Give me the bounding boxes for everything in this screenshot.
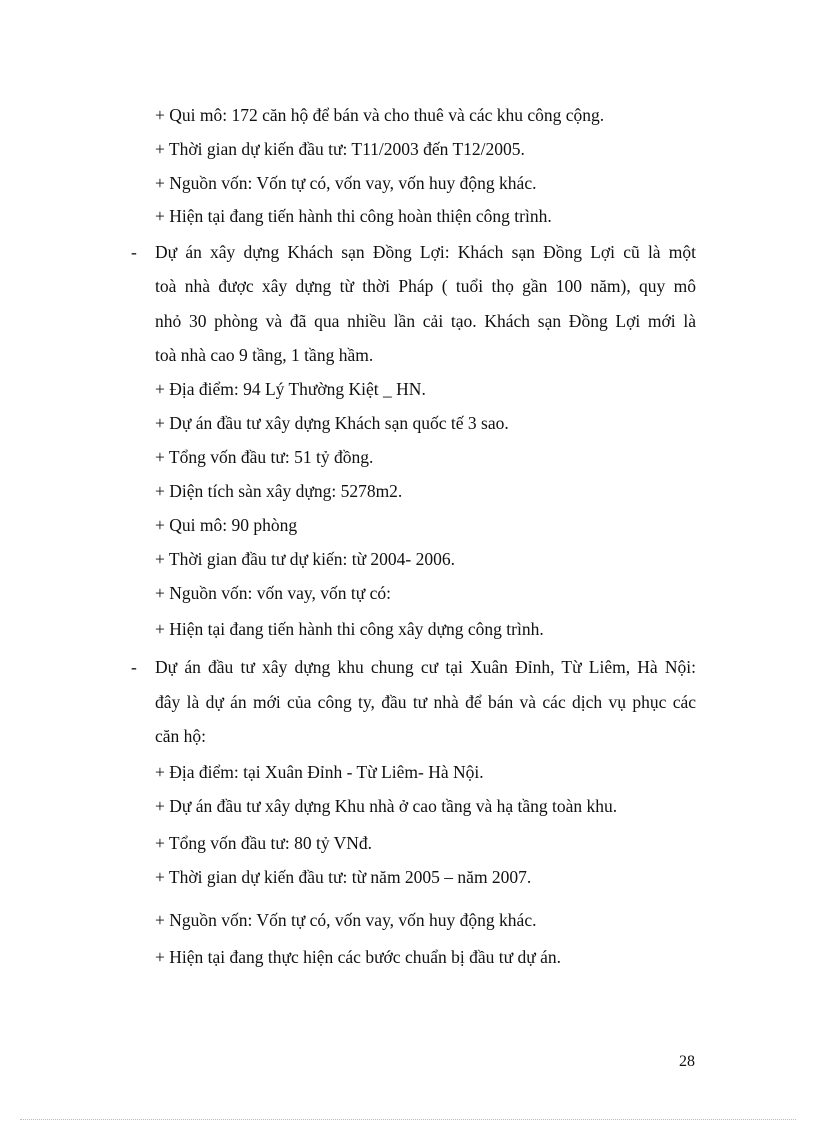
list-item: + Tổng vốn đầu tư: 80 tỷ VNđ. (155, 833, 373, 853)
list-item: + Hiện tại đang tiến hành thi công hoàn thiện công trình. (155, 206, 552, 226)
list-item: + Thời gian dự kiến đầu tư: T11/2003 đến T12/2005. (155, 139, 525, 159)
list-item: + Hiện tại đang thực hiện các bước chuẩn bị đầu tư dự án. (155, 947, 561, 967)
page-number: 28 (679, 1053, 695, 1070)
paragraph-line: Dự án xây dựng Khách sạn Đồng Lợi: Khách sạn Đồng Lợi cũ là một (155, 242, 696, 262)
bullet-dash: - (131, 242, 137, 262)
paragraph-line: nhỏ 30 phòng và đã qua nhiều lần cải tạo. Khách sạn Đồng Lợi mới là (155, 311, 696, 331)
list-item: + Địa điểm: 94 Lý Thường Kiệt _ HN. (155, 379, 426, 399)
paragraph-line: toà nhà được xây dựng từ thời Pháp ( tuổi thọ gần 100 năm), quy mô (155, 276, 696, 296)
list-item: + Diện tích sàn xây dựng: 5278m2. (155, 481, 403, 501)
bullet-dash: - (131, 657, 137, 677)
list-item: + Qui mô: 90 phòng (155, 515, 298, 535)
list-item: + Dự án đầu tư xây dựng Khu nhà ở cao tầng và hạ tầng toàn khu. (155, 796, 618, 816)
list-item: + Thời gian đầu tư dự kiến: từ 2004- 2006. (155, 549, 456, 569)
list-item: + Dự án đầu tư xây dựng Khách sạn quốc tế 3 sao. (155, 413, 509, 433)
list-item: + Địa điểm: tại Xuân Đỉnh - Từ Liêm- Hà Nội. (155, 762, 484, 782)
list-item: + Tổng vốn đầu tư: 51 tỷ đồng. (155, 447, 374, 467)
paragraph-line: căn hộ: (155, 726, 207, 746)
list-item: + Nguồn vốn: Vốn tự có, vốn vay, vốn huy động khác. (155, 910, 537, 930)
list-item: + Nguồn vốn: Vốn tự có, vốn vay, vốn huy động khác. (155, 173, 537, 193)
list-item: + Hiện tại đang tiến hành thi công xây dựng công trình. (155, 619, 544, 639)
list-item: + Nguồn vốn: vốn vay, vốn tự có: (155, 583, 391, 603)
list-item: + Qui mô: 172 căn hộ để bán và cho thuê và các khu công cộng. (155, 105, 605, 125)
paragraph-line: Dự án đầu tư xây dựng khu chung cư tại Xuân Đỉnh, Từ Liêm, Hà Nội: (155, 657, 696, 677)
page-break-divider (20, 1119, 796, 1120)
paragraph-line: toà nhà cao 9 tầng, 1 tầng hầm. (155, 345, 374, 365)
list-item: + Thời gian dự kiến đầu tư: từ năm 2005 – năm 2007. (155, 867, 532, 887)
paragraph-line: đây là dự án mới của công ty, đầu tư nhà để bán và các dịch vụ phục các (155, 692, 696, 712)
